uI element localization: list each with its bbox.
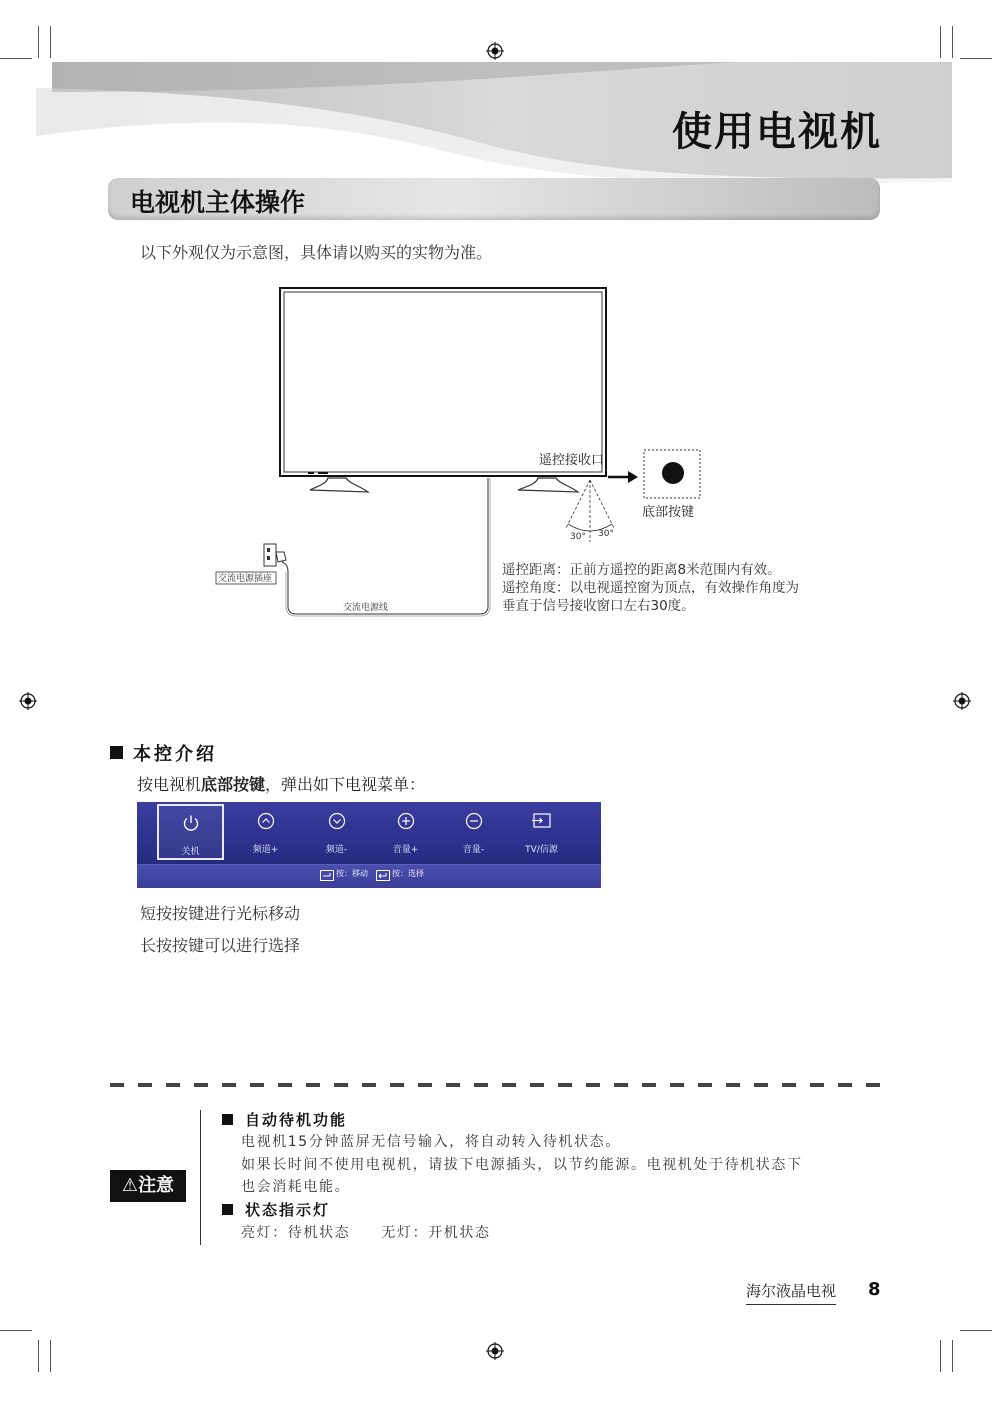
chapter-title: 使用电视机 [672, 109, 882, 155]
section-title: 电视机主体操作 [130, 188, 306, 217]
tv-diagram [200, 280, 840, 625]
remote-receiver-label: 遥控接收口 [539, 453, 605, 468]
auto-standby-heading: 自动待机功能 [222, 1109, 347, 1130]
bottom-button-icon [662, 462, 684, 484]
bottom-button-label: 底部按键 [642, 505, 695, 520]
auto-standby-line3: 也会消耗电能。 [241, 1179, 351, 1195]
warning-icon: ⚠ [121, 1175, 139, 1196]
menu-item-channel-down[interactable]: 频道- [303, 802, 370, 864]
intro-text: 以下外观仅为示意图，具体请以购买的实物为准。 [140, 243, 493, 262]
ac-cord-label: 交流电源线 [343, 603, 389, 613]
menu-item-volume-up[interactable]: 音量+ [372, 802, 439, 864]
menu-item-power[interactable]: 关机 [157, 804, 224, 860]
indicator-heading: 状态指示灯 [222, 1199, 330, 1220]
minus-icon [465, 812, 483, 830]
menu-intro: 按电视机底部按键，弹出如下电视菜单： [137, 775, 426, 794]
tv-frame [280, 288, 606, 476]
caution-badge: ⚠注意 [110, 1170, 186, 1202]
footer-brand: 海尔液晶电视 [746, 1280, 836, 1305]
auto-standby-line2: 如果长时间不使用电视机，请拔下电源插头，以节约能源。电视机处于待机状态下 [241, 1157, 803, 1173]
crop-mark [952, 1340, 953, 1372]
crop-mark [0, 1330, 32, 1331]
remote-distance-note: 遥控距离：正前方遥控的距离8米范围内有效。 [502, 562, 781, 578]
menu-item-volume-down[interactable]: 音量- [440, 802, 507, 864]
long-press-text: 长按按键可以进行选择 [140, 936, 301, 955]
tv-stand-right [518, 478, 578, 492]
menu-hint-bar [137, 864, 601, 888]
crop-mark [50, 1340, 51, 1372]
indicator-text: 亮灯：待机状态 无灯：开机状态 [241, 1225, 491, 1241]
crop-mark [960, 1330, 992, 1331]
tv-osd-menu [137, 802, 601, 887]
move-key-icon [320, 870, 334, 881]
dashed-divider [110, 1083, 882, 1087]
tv-stand-left [310, 478, 368, 492]
power-icon [182, 814, 200, 832]
short-press-text: 短按按键进行光标移动 [140, 904, 301, 923]
plug-icon [276, 552, 286, 562]
buttons-heading: 本控介绍 [110, 740, 217, 766]
remote-angle-note: 遥控角度：以电视遥控窗为顶点，有效操作角度为 [502, 580, 799, 596]
ac-socket-icon [264, 544, 276, 566]
chevron-down-icon [328, 812, 346, 830]
angle-left-label: 30° [570, 532, 586, 542]
input-source-icon [532, 812, 552, 830]
registration-mark-icon [953, 692, 971, 710]
auto-standby-line1: 电视机15分钟蓝屏无信号输入，将自动转入待机状态。 [241, 1134, 621, 1150]
registration-mark-icon [19, 692, 37, 710]
page-number: 8 [868, 1279, 881, 1300]
plus-icon [397, 812, 415, 830]
menu-hint-move: 按：移动 [336, 869, 368, 878]
crop-mark [38, 1340, 39, 1372]
menu-hint-select: 按：选择 [392, 869, 424, 878]
angle-right-label: 30° [598, 529, 614, 539]
remote-angle-note-cont: 垂直于信号接收窗口左右30度。 [502, 598, 695, 614]
notice-divider [200, 1110, 201, 1245]
registration-mark-icon [486, 1342, 504, 1360]
menu-item-input-source[interactable]: TV/信源 [508, 802, 575, 864]
crop-mark [940, 1340, 941, 1372]
select-key-icon [376, 870, 390, 881]
power-cord [282, 478, 488, 614]
ac-socket-label: 交流电源插座 [218, 574, 273, 584]
header-banner [0, 0, 992, 185]
chevron-up-icon [257, 812, 275, 830]
menu-item-channel-up[interactable]: 频道+ [232, 802, 299, 864]
